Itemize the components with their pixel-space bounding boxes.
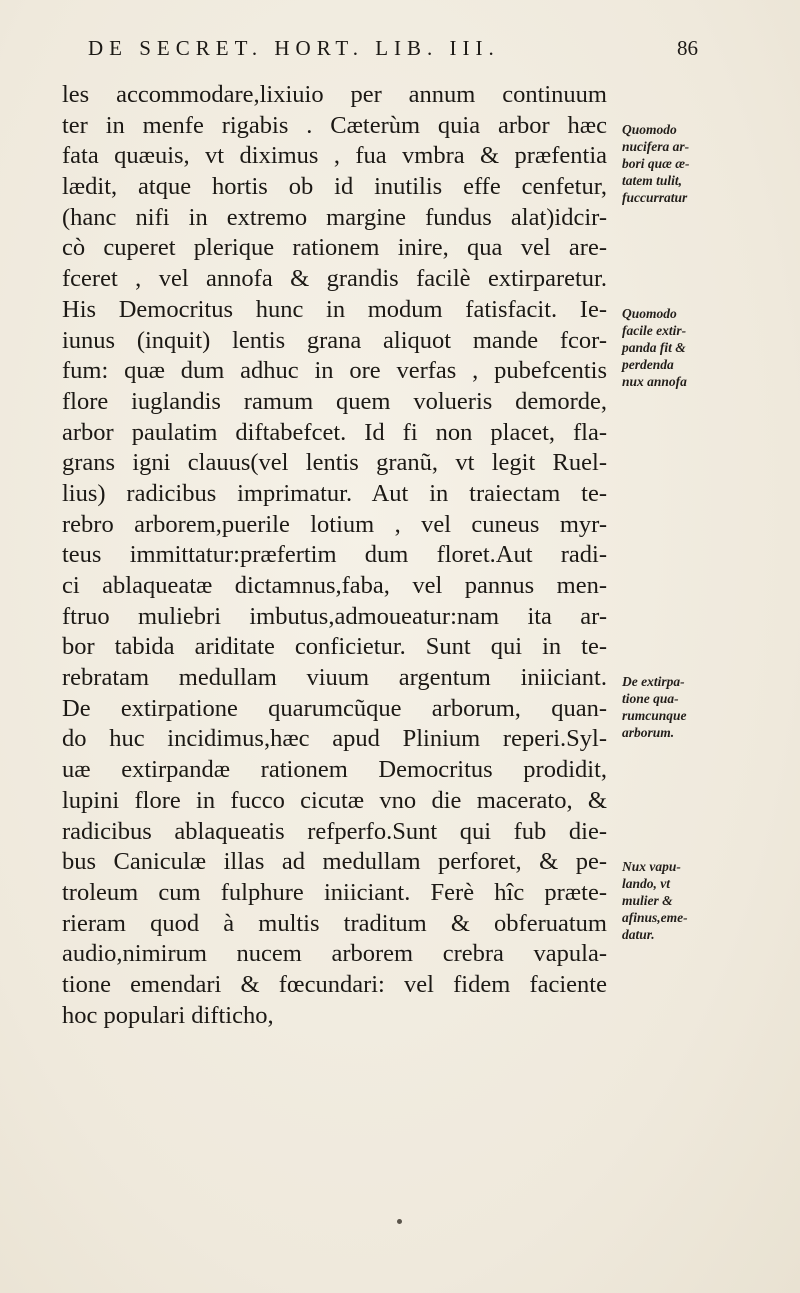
- marginal-note: [622, 305, 772, 390]
- text-line: hoc populari difticho,: [62, 1001, 274, 1029]
- text-line: ci ablaqueatæ dictamnus,faba, vel pannus men-: [62, 572, 607, 599]
- running-head: [88, 36, 698, 72]
- text-line: tione emendari & fœcundari: vel fidem faciente: [62, 970, 607, 998]
- text-line: ter in menfe rigabis . Cæterùm quia arbor hæc: [62, 111, 607, 139]
- ink-speck: [397, 1219, 402, 1224]
- main-text-block: [62, 80, 607, 1031]
- text-line: De extirpatione quarumcũque arborum, quan-: [62, 694, 607, 722]
- text-line: (hanc nifi in extremo margine fundus alat)idcir-: [62, 203, 607, 231]
- text-line: lupini flore in fucco cicutæ vno die macerato, &: [62, 786, 607, 814]
- marginal-note-line: perdenda: [622, 356, 674, 372]
- marginal-note-line: facile extir-: [622, 322, 687, 338]
- page-number: 86: [677, 36, 698, 60]
- text-line: troleum cum fulphure iniiciant. Ferè hîc præte-: [62, 878, 607, 906]
- marginal-note: [622, 673, 772, 741]
- marginal-note-line: Nux vapu-: [622, 858, 681, 874]
- marginal-note-line: bori quæ æ-: [622, 155, 690, 171]
- text-line: arbor paulatim diftabefcet. Id fi non placet, fla-: [62, 418, 607, 446]
- text-line: iunus (inquit) lentis grana aliquot mande fcor-: [62, 326, 607, 354]
- marginal-note-line: tatem tulit,: [622, 172, 683, 188]
- text-line: fata quæuis, vt diximus , fua vmbra & præfentia: [62, 142, 607, 170]
- text-line: uæ extirpandæ rationem Democritus prodidit,: [62, 756, 607, 784]
- text-line: fceret , vel annofa & grandis facilè extirparetur.: [62, 265, 607, 293]
- marginal-note-line: datur.: [622, 926, 655, 942]
- marginal-note: [622, 858, 772, 943]
- text-line: ftruo muliebri imbutus,admoueatur:nam ita ar-: [62, 602, 607, 630]
- text-line: rieram quod à multis traditum & obferuatum: [62, 909, 607, 937]
- text-line: radicibus ablaqueatis refperfo.Sunt qui fub die-: [62, 817, 607, 845]
- marginal-note-line: afinus,eme-: [622, 909, 688, 925]
- text-line: lædit, atque hortis ob id inutilis effe cenfetur,: [62, 173, 607, 201]
- text-line: His Democritus hunc in modum fatisfacit. Ie-: [62, 295, 607, 323]
- text-line: teus immittatur:præfertim dum floret.Aut radi-: [62, 541, 607, 569]
- marginal-note-line: nucifera ar-: [622, 138, 690, 154]
- text-line: les accommodare,lixiuio per annum continuum: [62, 81, 607, 108]
- running-title: DE SECRET. HORT. LIB. III.: [88, 36, 500, 60]
- marginal-note-line: nux annofa: [622, 373, 687, 389]
- text-line: bus Caniculæ illas ad medullam perforet, & pe-: [62, 848, 607, 876]
- marginal-note-line: De extirpa-: [622, 674, 685, 690]
- text-line: bor tabida ariditate conficietur. Sunt qui in te-: [62, 633, 607, 661]
- text-line: rebratam medullam viuum argentum iniiciant.: [62, 664, 607, 692]
- marginal-note: [622, 121, 772, 206]
- marginal-note-line: rumcunque: [622, 708, 687, 724]
- text-line: audio,nimirum nucem arborem crebra vapula-: [62, 940, 607, 968]
- text-line: flore iuglandis ramum quem volueris demorde,: [62, 387, 607, 415]
- marginal-note-line: Quomodo: [622, 121, 677, 137]
- marginal-note-line: tione qua-: [622, 691, 679, 707]
- marginal-note-line: mulier &: [622, 892, 673, 908]
- text-line: cò cuperet plerique rationem inire, qua vel are-: [62, 234, 607, 262]
- text-line: lius) radicibus imprimatur. Aut in traiectam te-: [62, 479, 607, 507]
- marginal-note-line: arborum.: [622, 725, 675, 741]
- text-line: grans igni clauus(vel lentis granũ, vt legit Ruel-: [62, 449, 607, 477]
- marginal-note-line: panda fit &: [622, 339, 686, 355]
- text-line: rebro arborem,puerile lotium , vel cuneus myr-: [62, 510, 607, 538]
- marginal-note-line: fuccurratur: [622, 189, 688, 205]
- text-line: fum: quæ dum adhuc in ore verfas , pubefcentis: [62, 357, 607, 385]
- text-line: do huc incidimus,hæc apud Plinium reperi.Syl-: [62, 725, 607, 753]
- marginal-note-line: Quomodo: [622, 305, 677, 321]
- marginal-note-line: lando, vt: [622, 875, 671, 891]
